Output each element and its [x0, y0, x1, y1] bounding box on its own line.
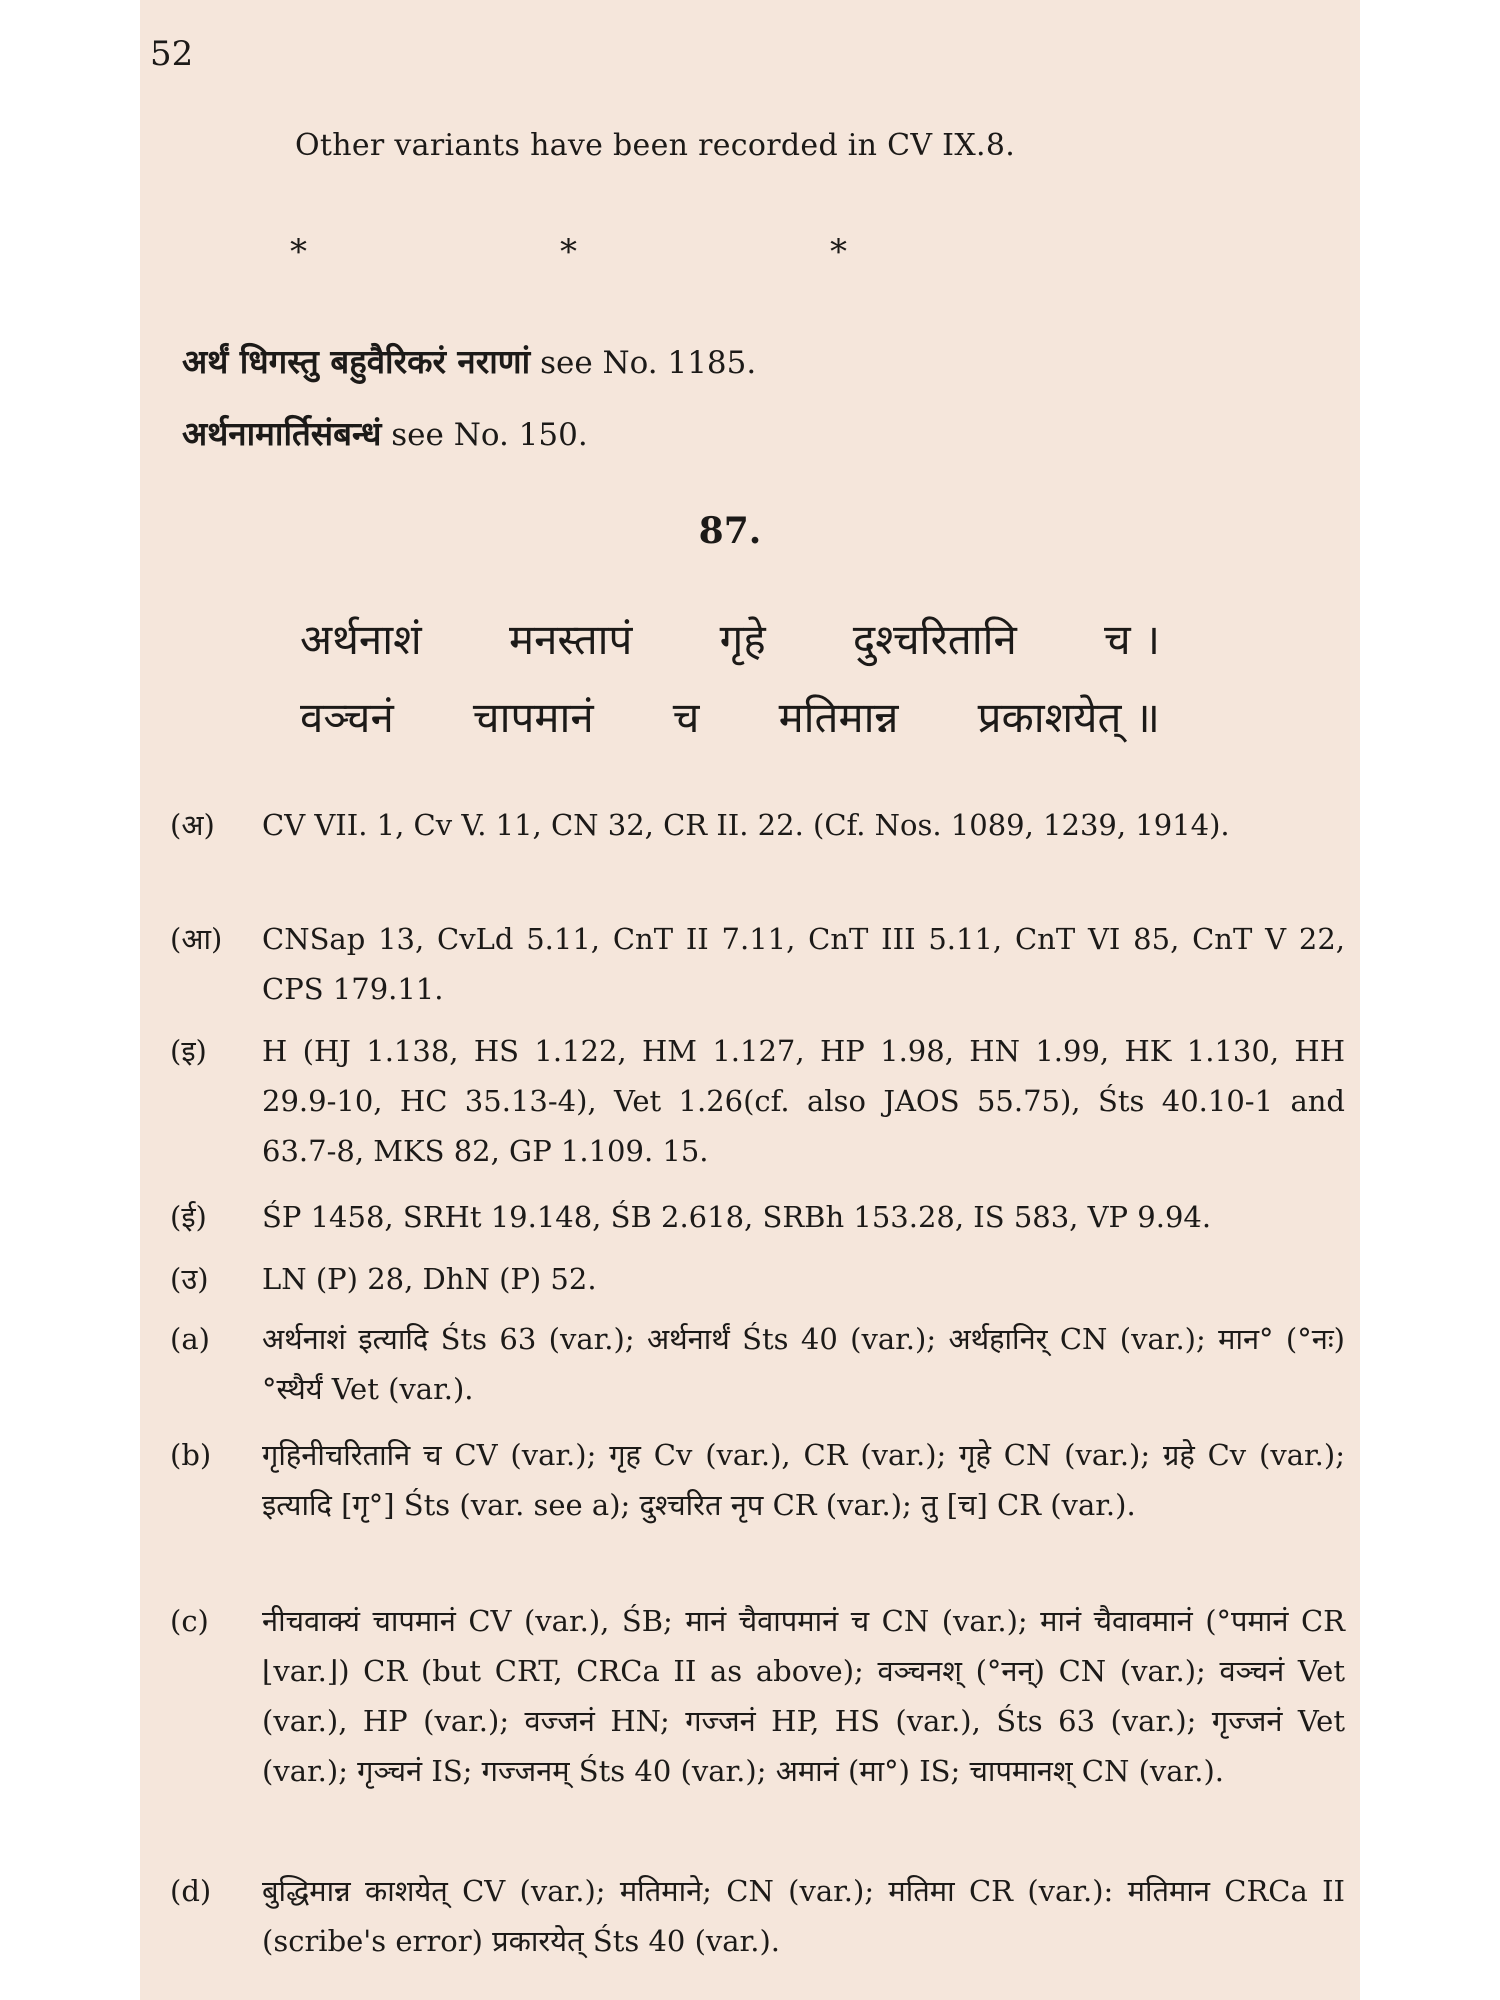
verse-word: मतिमान्न	[778, 693, 899, 742]
verse-word: वञ्चनं	[300, 693, 394, 742]
cross-reference-sanskrit: अर्थं धिगस्तु बहुवैरिकरं नराणां	[182, 342, 531, 381]
entry-marker: (अ)	[170, 808, 215, 842]
entry-text: बुद्धिमान्न काशयेत् CV (var.); मतिमाने; CN (var.); मतिमा CR (var.): मतिमान CRCa II (scribe's error) प्रकारयेत् Śts 40 (var.).	[262, 1874, 1345, 1958]
entry-marker: (a)	[170, 1322, 210, 1356]
source-entry	[170, 914, 1345, 1014]
entry-marker: (c)	[170, 1604, 209, 1638]
cross-reference	[182, 410, 588, 455]
cross-reference-sanskrit: अर्थनामार्तिसंबन्धं	[182, 414, 382, 453]
entry-marker: (आ)	[170, 922, 223, 956]
entry-text: CV VII. 1, Cv V. 11, CN 32, CR II. 22. (Cf. Nos. 1089, 1239, 1914).	[262, 808, 1230, 842]
entry-text: LN (P) 28, DhN (P) 52.	[262, 1262, 597, 1296]
verse-word: प्रकाशयेत् ॥	[977, 693, 1160, 742]
entry-text: अर्थनाशं इत्यादि Śts 63 (var.); अर्थनार्थं Śts 40 (var.); अर्थहानिर् CN (var.); मान° (°नः) °स्थैर्यं Vet (var.).	[262, 1322, 1345, 1406]
source-entry	[170, 1026, 1345, 1176]
entry-marker: (उ)	[170, 1262, 209, 1296]
separator-star: *	[290, 232, 307, 272]
verse-number: 87.	[698, 510, 762, 552]
verse-word: दुश्चरितानि	[852, 615, 1017, 664]
entry-marker: (इ)	[170, 1034, 207, 1068]
separator-star: *	[560, 232, 577, 272]
verse-word: च	[672, 693, 700, 742]
entry-text: नीचवाक्यं चापमानं CV (var.), ŚB; मानं चैवापमानं च CN (var.); मानं चैवावमानं (°पमानं CR ⌊var.⌋) CR (but CRT, CRCa II as above); वञ्चनश् (°नन्) CN (var.); वञ्चनं Vet (var.), HP (var.); वज्जनं HN; गज्जनं HP, HS (var.), Śts 63 (var.); गृज्जनं Vet (var.); गृञ्चनं IS; गज्जनम् Śts 40 (var.); अमानं (मा°) IS; चापमानश् CN (var.).	[262, 1604, 1345, 1788]
verse-line	[300, 688, 1160, 745]
verse-word: अर्थनाशं	[300, 615, 422, 664]
entry-marker: (d)	[170, 1874, 212, 1908]
intro-note: Other variants have been recorded in CV IX.8.	[295, 128, 1016, 163]
source-entry	[170, 1192, 1345, 1242]
source-entry	[170, 1596, 1345, 1796]
verse-word: चापमानं	[472, 693, 594, 742]
source-entry	[170, 1314, 1345, 1414]
entry-text: CNSap 13, CvLd 5.11, CnT II 7.11, CnT III 5.11, CnT VI 85, CnT V 22, CPS 179.11.	[262, 922, 1345, 1006]
entry-marker: (b)	[170, 1438, 212, 1472]
cross-reference	[182, 338, 756, 383]
source-entry	[170, 1254, 1345, 1304]
source-entry	[170, 1430, 1345, 1530]
cross-reference-text: see No. 1185.	[540, 345, 757, 381]
verse-line	[300, 610, 1160, 667]
verse-word: च ।	[1104, 615, 1160, 664]
source-entry	[170, 800, 1345, 850]
entry-text: ŚP 1458, SRHt 19.148, ŚB 2.618, SRBh 153.28, IS 583, VP 9.94.	[262, 1200, 1212, 1234]
entry-text: गृहिनीचरितानि च CV (var.); गृह Cv (var.), CR (var.); गृहे CN (var.); ग्रहे Cv (var.); इत्यादि [गृ°] Śts (var. see a); दुश्चरित नृप CR (var.); तु [च] CR (var.).	[262, 1438, 1345, 1522]
verse-word: मनस्तापं	[508, 615, 633, 664]
entry-text: H (HJ 1.138, HS 1.122, HM 1.127, HP 1.98, HN 1.99, HK 1.130, HH 29.9-10, HC 35.13-4), Vet 1.26(cf. also JAOS 55.75), Śts 40.10-1 and 63.7-8, MKS 82, GP 1.109. 15.	[262, 1034, 1345, 1168]
verse-word: गृहे	[719, 615, 766, 664]
page-number: 52	[150, 34, 194, 74]
separator-star: *	[830, 232, 847, 272]
cross-reference-text: see No. 150.	[391, 417, 588, 453]
entry-marker: (ई)	[170, 1200, 207, 1234]
source-entry	[170, 1866, 1345, 1966]
book-page	[140, 0, 1360, 2000]
